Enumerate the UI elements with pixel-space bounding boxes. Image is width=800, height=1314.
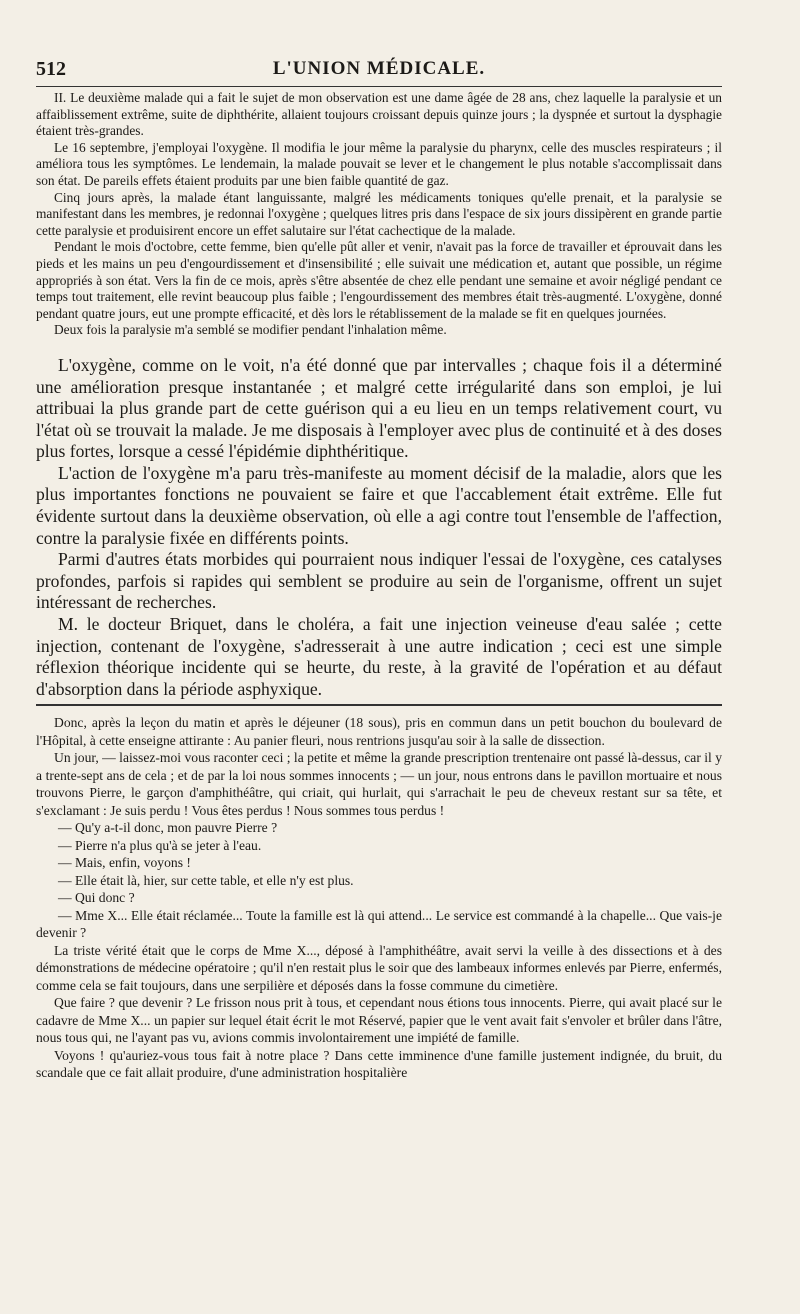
paragraph: Deux fois la paralysie m'a semblé se modifier pendant l'inhalation même. <box>54 322 447 338</box>
dialog-line: — Qu'y a-t-il donc, mon pauvre Pierre ? <box>58 820 278 836</box>
paragraph: La triste vérité était que le corps de Mme X..., déposé à l'amphithéâtre, avait servi la veille à des dissections et à des démonstrations de médecine opératoire ; qu'il n'en restait plus le soir que des lambeaux informes enlevés par Pierre, enfermés, comme cela se fait toujours, dans une serpilière et déposés dans la fosse commune du cimetière. <box>36 942 722 993</box>
page-header <box>36 52 722 82</box>
paragraph: Le 16 septembre, j'employai l'oxygène. Il modifia le jour même la paralysie du pharynx, celle des muscles respirateurs ; il améliora tous les symptômes. Le lendemain, la malade pouvait se lever et le changement le plus notable s'accomplissait dans son état. De pareils effets étaient produits par une bien faible quantité de gaz. <box>36 139 722 188</box>
paragraph: Parmi d'autres états morbides qui pourraient nous indiquer l'essai de l'oxygène, ces catalyses profondes, parfois si rapides qui semblent se produire au sein de l'organisme, offrent un sujet intéressant de recherches. <box>36 549 722 613</box>
feuilleton-separator <box>36 704 722 706</box>
journal-page <box>36 52 722 1082</box>
paragraph: Cinq jours après, la malade étant languissante, malgré les médicaments toniques qu'elle prenait, et la paralysie se manifestant dans les membres, je redonnai l'oxygène ; quelques litres pris dans l'espace de six jours dissipèrent en grande partie cette paralysie et produisirent encore un effet salutaire sur l'état cachectique de la malade. <box>36 189 722 238</box>
paragraph: Voyons ! qu'auriez-vous tous fait à notre place ? Dans cette imminence d'une famille justement indignée, du bruit, du scandale que ce fait allait produire, d'une administration hospitalière <box>36 1047 722 1081</box>
paragraph: Un jour, — laissez-moi vous raconter ceci ; la petite et même la grande prescription trentenaire ont passé là-dessus, car il y a trente-sept ans de cela ; et de par la loi nous sommes innocents ; — un jour, nous entrons dans le pavillon mortuaire et nous trouvons Pierre, le garçon d'amphithéâtre, qui criait, qui hurlait, qui s'arrachait le peu de cheveux restant sur sa tête, et s'exclamant : Je suis perdu ! Vous êtes perdus ! Nous sommes tous perdus ! <box>36 750 722 818</box>
paragraph: L'action de l'oxygène m'a paru très-manifeste au moment décisif de la maladie, alors que les plus importantes fonctions ne pouvaient se faire et que l'accablement était extrême. Elle fut évidente surtout dans la deuxième observation, où elle a agi contre tout l'ensemble de l'affection, contre la paralysie fixée en différents points. <box>36 462 722 548</box>
page-number: 512 <box>36 58 66 80</box>
observation-section <box>36 90 722 339</box>
paragraph: Pendant le mois d'octobre, cette femme, bien qu'elle pût aller et venir, n'avait pas la force de travailler et éprouvait dans les pieds et les mains un peu d'engourdissement et d'insensibilité ; elle suivait une médication et, autant que possible, un régime appropriés à son état. Vers la fin de ce mois, après s'être absentée de chez elle pendant une semaine et avoir négligé pendant ce temps tout traitement, elle revint beaucoup plus faible ; l'engourdissement des membres était très-augmenté. L'oxygène, donné pendant quatre jours, eut une prompte efficacité, et dès lors le rétablissement de la malade se fit en quelques journées. <box>36 239 722 321</box>
paragraph: M. le docteur Briquet, dans le choléra, a fait une injection veineuse d'eau salée ; cette injection, contenant de l'oxygène, s'adresserait à une autre indication ; ceci est une simple réflexion théorique incidente qui se heurte, du reste, à la gravité de l'opération et au défaut d'absorption dans la période asphyxique. <box>36 614 722 699</box>
dialog-line: — Mme X... Elle était réclamée... Toute la famille est là qui attend... Le service est commandé à la chapelle... Que vais-je devenir ? <box>36 907 722 941</box>
paragraph: Que faire ? que devenir ? Le frisson nous prit à tous, et cependant nous étions tous innocents. Pierre, qui avait placé sur le cadavre de Mme X... un papier sur lequel était écrit le mot Réservé, papier que le vent avait fait s'envoler et brûler dans l'âtre, nous tous qui, ne l'ayant pas vu, avions commis involontairement une impiété de famille. <box>36 995 722 1046</box>
paragraph: II. Le deuxième malade qui a fait le sujet de mon observation est une dame âgée de 28 ans, chez laquelle la paralysie et un affaiblissement extrême, suite de diphthérite, allaient toujours croissant depuis quinze jours ; la dyspnée et surtout la dysphagie étaient très-grandes. <box>36 90 722 139</box>
paragraph: L'oxygène, comme on le voit, n'a été donné que par intervalles ; chaque fois il a déterminé une amélioration presque instantanée ; et malgré cette irrégularité dans son emploi, je lui attribuai la plus grande part de cette guérison qui a eu lieu en un temps relativement court, vu l'état où se trouvait la malade. Je me disposais à l'employer avec plus de continuité et à des doses plus fortes, lorsque a cessé l'épidémie diphthéritique. <box>36 354 722 462</box>
dialog-line: — Qui donc ? <box>58 890 135 906</box>
conclusion-section <box>36 355 722 701</box>
feuilleton-section <box>36 714 722 1082</box>
dialog-line: — Elle était là, hier, sur cette table, et elle n'y est plus. <box>58 872 354 888</box>
dialog-line: — Pierre n'a plus qu'à se jeter à l'eau. <box>58 837 262 853</box>
paragraph: Donc, après la leçon du matin et après le déjeuner (18 sous), pris en commun dans un petit bouchon du boulevard de l'Hôpital, à cette enseigne attirante : Au panier fleuri, nous rentrions jusqu'au soir à la salle de dissection. <box>36 715 722 748</box>
dialog-line: — Mais, enfin, voyons ! <box>58 855 191 871</box>
journal-title: L'UNION MÉDICALE. <box>272 58 486 79</box>
header-rule <box>36 86 722 87</box>
